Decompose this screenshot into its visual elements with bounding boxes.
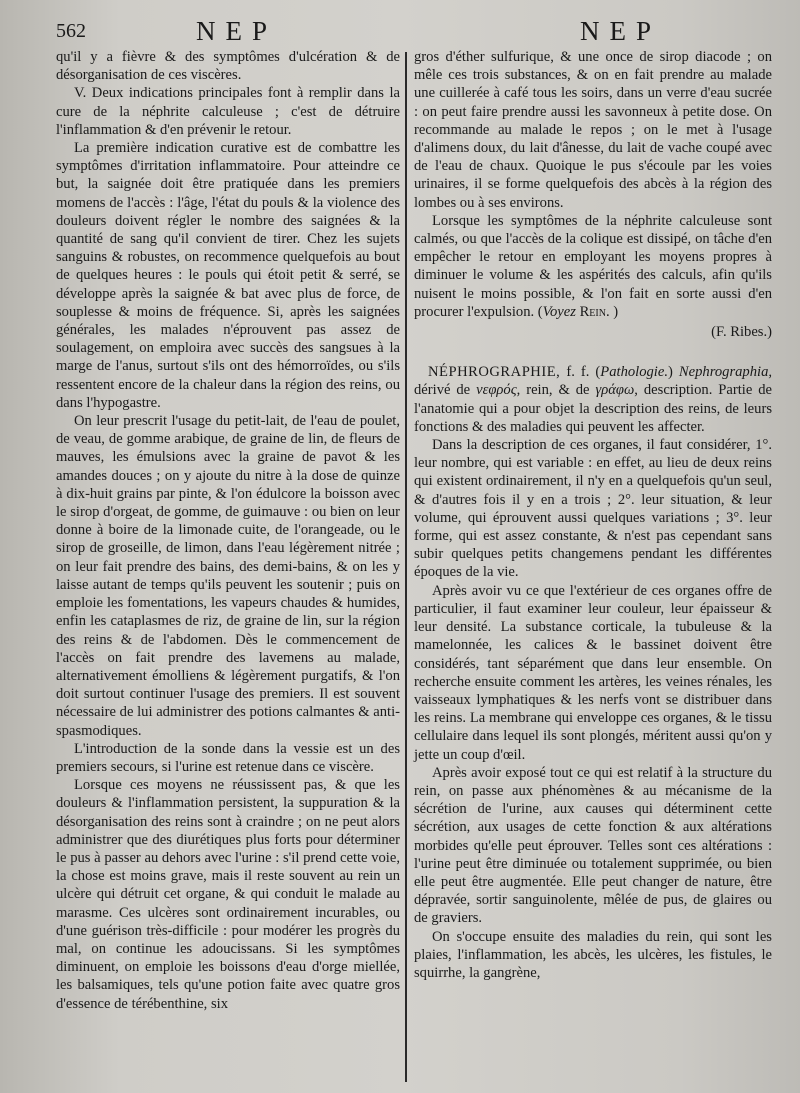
left-column [56, 48, 400, 1013]
paragraph: V. Deux indications principales font à remplir dans la cure de la néphrite calculeuse ; c'est de détruire l'inflammation & d'en prévenir le retour. [56, 85, 400, 138]
page-header [56, 14, 760, 48]
paragraph: Après avoir vu ce que l'extérieur de ces organes offre de particulier, il faut examiner leur couleur, leur épaisseur & leur densité. La substance corticale, la tubuleuse & la mamelonnée, les calices & le bassinet doivent être considérés, tant séparément que dans leur ensemble. On recherche ensuite comment les artères, les veines rénales, les vaisseaux lymphatiques & les nerfs vont se distribuer dans les reins. La membrane qui enveloppe ces organes, & le tissu cellulaire dans lequel ils sont plongés, méritent aussi qu'on y jette un coup d'œil. [414, 582, 772, 763]
entry-gender: f. f. [566, 364, 590, 381]
paragraph-text-end: . ) [605, 303, 619, 320]
page-number: 562 [56, 20, 86, 42]
paragraph: On s'occupe ensuite des maladies du rein, qui sont les plaies, l'inflammation, les abcès, les ulcères, les fistules, le squirrhe, la gangrène, [414, 928, 772, 981]
entry-rest: rein, & de [526, 382, 590, 399]
entry-derive: dérivé de [414, 382, 471, 399]
paragraph: On leur prescrit l'usage du petit-lait, de l'eau de poulet, de veau, de gomme arabique, de graine de lin, de fleurs de mauves, les émulsions avec la graine de pavot & les amandes douces ; on y ajoute du nitre à la dose de quinze à dix-huit grains par pinte, & l'on édulcore la boisson avec le sirop d'orgeat, de gomme, de guimauve : ou bien on leur donne à boire de la limonade cuite, de l'orangeade, ou le sirop de groseille, de limon, dans l'eau légèrement nitrée ; on leur fait prendre des bains, des demi-bains, & on les y laisse autant de temps qu'ils peuvent les soutenir ; puis on emploie les fomentations, les vapeurs chaudes & humides, enfin les cataplasmes de riz, de graine de lin, sur la région des reins & de l'abdomen. Dès le commencement de l'accès on fait prendre des lavemens au malade, alternativement émolliens & légèrement purgatifs, & l'on doit surtout continuer l'usage des premiers. Il est souvent nécessaire de lui administrer des potions calmantes & anti-spasmodiques. [56, 413, 400, 739]
cross-reference-link: Rein [579, 303, 606, 320]
cross-reference-voyez: Voyez [542, 303, 576, 320]
column-divider [405, 52, 407, 1082]
paragraph: qu'il y a fièvre & des symptômes d'ulcération & de désorganisation de ces viscères. [56, 49, 400, 84]
paragraph: gros d'éther sulfurique, & une once de sirop diacode ; on mêle ces trois substances, & on en fait prendre au malade une cuillerée à café tous les soirs, dans un verre d'eau sucrée : on peut faire prendre aussi les savonneux à petite dose. On recommande au malade le repos ; on le met à l'usage d'alimens doux, du lait d'ânesse, du lait de vache coupé avec de l'eau de chaux. Quoique le pus s'écoule par les voies urinaires, il se forme quelquefois des abcès à la région des lombes ou à ses environs. [414, 49, 772, 211]
right-column [414, 48, 772, 982]
running-head-right: NEP [580, 16, 662, 46]
paragraph [414, 212, 772, 321]
entry-headword: NÉPHROGRAPHIE, [428, 364, 561, 381]
paragraph: Après avoir exposé tout ce qui est relatif à la structure du rein, on passe aux phénomènes & au mécanisme de la sécrétion de l'urine, aux causes qui déterminent cette sécrétion, aux usages de cette fonction & aux altérations morbides qu'elle peut éprouver. Telles sont ces altérations : l'urine peut être diminuée ou totalement supprimée, ou bien elle peut être augmentée. Elle peut changer de nature, être dépravée, sortir sanguinolente, mêlée de pus, de glaires ou de graviers. [414, 764, 772, 927]
paragraph-text: Lorsque les symptômes de la néphrite calculeuse sont calmés, ou que l'accès de la colique est dissipé, on tâche d'en empêcher le retour en employant les moyens propres à diminuer le volume & les aspérités des calculs, afin qu'ils nuisent le moins possible, & l'on fait en sorte aussi d'en procurer l'expulsion. ( [414, 212, 772, 320]
entry-latin: Nephrographia, [678, 364, 773, 381]
entry-subject: Pathologie. [600, 364, 668, 381]
entry-greek-2: γράφω [595, 382, 635, 399]
running-head-left: NEP [196, 16, 278, 46]
entry-greek-1: νεφρός [476, 382, 517, 399]
paragraph: La première indication curative est de combattre les symptômes d'irritation inflammatoire. Pour atteindre ce but, la saignée doit être pratiquée dans les premiers momens de l'accès : l'âge, l'état du pouls & la violence des douleurs doivent régler le nombre des saignées & la quantité de sang qu'il convient de tirer. Chez les sujets sanguins & robustes, on recommence quelquefois au bout de quelques heures : le pouls qui étoit petit & serré, se développe après la saignée & bat avec plus de force, de souplesse & moins de fréquence. Si, après les saignées générales, les malades n'éprouvent pas assez de soulagement, on emploira avec succès des sangsues à la marge de l'anus, surtout s'ils ont des hémorroïdes, ou s'ils ressentent encore de la chaleur dans la région des reins, ou dans l'hypogastre. [56, 140, 400, 411]
paragraph: Lorsque ces moyens ne réussissent pas, & que les douleurs & l'inflammation persistent, la suppuration & la désorganisation des reins sont à craindre ; on ne peut alors administrer que des diurétiques plus forts pour déterminer le pus à passer au dehors avec l'urine : s'il prend cette voie, la chose est moins grave, mais il reste souvent au rein un ulcère qui détruit cet organe, & qui conduit le malade au marasme. Ces ulcères sont ordinairement incurables, ou d'une guérison très-difficile : pour modérer les progrès du mal, on continue les adoucissans. Si les symptômes diminuent, on emploie les boissons d'eau d'orge miellée, les balsamiques, tels qu'une potion faite avec quatre gros d'essence de térébenthine, six [56, 777, 400, 1012]
dictionary-entry: NÉPHROGRAPHIE, f. f. (Pathologie.) Nephrographia, dérivé de νεφρός, rein, & de γράφω, description. Partie de l'anatomie qui a pour objet la description des reins, de leurs fonctions & des maladies qui peuvent les affecter. [414, 364, 773, 435]
paragraph: L'introduction de la sonde dans la vessie est un des premiers secours, si l'urine est retenue dans ce viscère. [56, 740, 400, 775]
entry-description: description. Partie de l'anatomie qui a pour objet la description des reins, de leurs fonctions & des maladies qui peuvent les affecter. [414, 382, 773, 435]
author-signature: (F. Ribes.) [711, 324, 772, 341]
paragraph: Dans la description de ces organes, il faut considérer, 1°. leur nombre, qui est variable : en effet, au lieu de deux reins qui existent ordinairement, il n'y en a quelquefois qu'un seul, & d'autres fois il y en a trois ; 2°. leur situation, & leur volume, qui éprouvent aussi quelques variations ; 3°. leur forme, qui est assez constante, & n'est pas cependant sans subir quelques petits changemens pendant les différentes époques de la vie. [414, 437, 772, 581]
